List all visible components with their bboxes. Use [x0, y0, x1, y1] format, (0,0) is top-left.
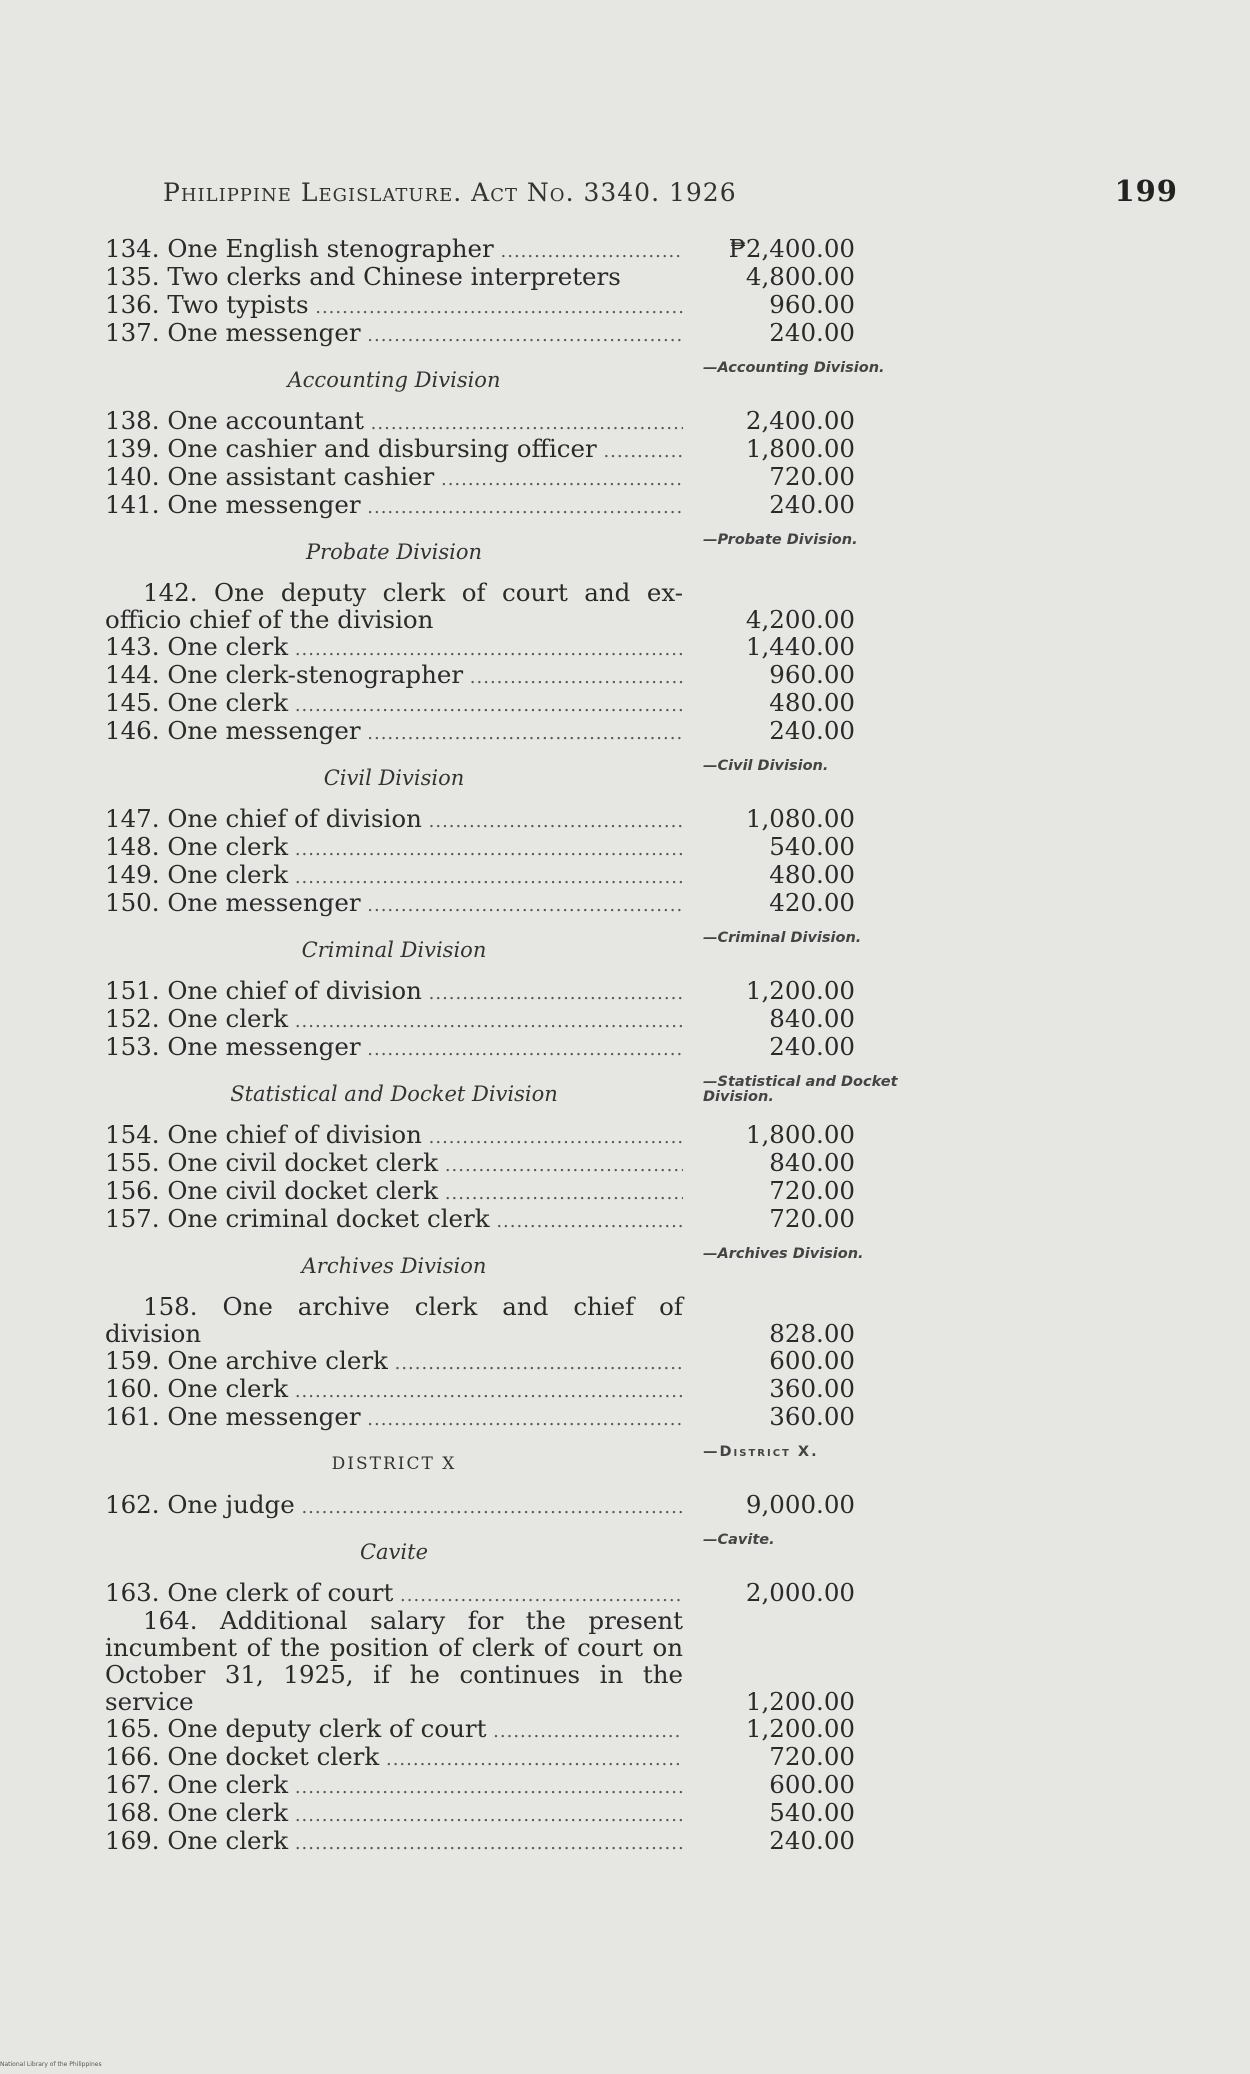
item-label: 162. One judge ..... [105, 1491, 683, 1522]
item-label: 156. One civil docket clerk ..... [105, 1177, 683, 1208]
line-item [105, 1578, 855, 1607]
item-amount: 1,200.00 [745, 976, 855, 1005]
item-amount: 960.00 [769, 660, 855, 689]
item-amount: 480.00 [769, 688, 855, 717]
item-amount: 240.00 [769, 716, 855, 745]
page-header [163, 172, 1178, 212]
line-item [105, 860, 855, 889]
line-item [105, 1826, 855, 1855]
line-item [105, 1374, 855, 1403]
item-label: 164. Additional salary for the present incumbent of the position of clerk of court on October 31, 1925, if he continues in the service [105, 1606, 683, 1716]
line-item [105, 1714, 855, 1743]
item-label: 155. One civil docket clerk ..... [105, 1149, 683, 1180]
item-amount: 600.00 [769, 1770, 855, 1799]
item-amount: 240.00 [769, 318, 855, 347]
line-item [105, 1798, 855, 1827]
margin-note: —Statistical and Docket Division. [703, 1074, 898, 1105]
line-item [105, 434, 855, 463]
footer-credit: National Library of the Philippines [0, 2061, 102, 2068]
item-amount: 360.00 [769, 1374, 855, 1403]
line-item [105, 234, 855, 263]
item-amount: 240.00 [769, 490, 855, 519]
item-amount: 840.00 [769, 1148, 855, 1177]
item-amount: 840.00 [769, 1004, 855, 1033]
line-item [105, 688, 855, 717]
section-heading: Statistical and Docket Division —Statistical and Docket Division. [230, 1074, 898, 1106]
line-item [105, 1204, 855, 1233]
margin-note: —Criminal Division. [703, 930, 862, 946]
item-label: 147. One chief of division ..... [105, 805, 683, 836]
item-label: 148. One clerk ..... [105, 833, 683, 864]
section-heading: Probate Division —Probate Division. [105, 537, 683, 567]
item-label: 138. One accountant ..... [105, 407, 683, 438]
item-label: 167. One clerk ..... [105, 1771, 683, 1802]
item-label: 143. One clerk ..... [105, 633, 683, 664]
item-amount: 480.00 [769, 860, 855, 889]
item-amount: 1,800.00 [745, 1120, 855, 1149]
item-label: 168. One clerk ..... [105, 1799, 683, 1830]
appropriation-entries [105, 234, 898, 1855]
item-amount: 1,800.00 [745, 434, 855, 463]
line-item [105, 716, 855, 745]
item-label: 150. One messenger ..... [105, 889, 683, 920]
line-item [105, 290, 855, 319]
line-item [105, 888, 855, 917]
section-heading: Archives Division —Archives Division. [105, 1251, 683, 1281]
item-amount: 4,200.00 [745, 605, 855, 634]
item-label: 157. One criminal docket clerk ..... [105, 1205, 683, 1236]
line-item [105, 1120, 855, 1149]
multiline-item [105, 578, 855, 634]
item-label: 145. One clerk ..... [105, 689, 683, 720]
page-number: 199 [1114, 174, 1178, 208]
item-label: 159. One archive clerk ..... [105, 1347, 683, 1378]
item-amount: 240.00 [769, 1826, 855, 1855]
line-item [105, 1742, 855, 1771]
section-heading: DISTRICT X —District X. [105, 1449, 683, 1479]
item-label: 136. Two typists ..... [105, 291, 683, 322]
item-label: 158. One archive clerk and chief of division [105, 1292, 683, 1348]
item-amount: 960.00 [769, 290, 855, 319]
line-item [105, 1176, 855, 1205]
item-amount: ₱2,400.00 [728, 234, 855, 263]
item-amount: 240.00 [769, 1032, 855, 1061]
item-label: 169. One clerk ..... [105, 1827, 683, 1858]
margin-note: —Cavite. [703, 1532, 775, 1548]
item-amount: 600.00 [769, 1346, 855, 1375]
line-item [105, 1032, 855, 1061]
section-heading: Criminal Division —Criminal Division. [105, 935, 683, 965]
section-heading: Civil Division —Civil Division. [105, 763, 683, 793]
line-item [105, 1346, 855, 1375]
item-amount: 2,000.00 [745, 1578, 855, 1607]
item-amount: 720.00 [769, 1742, 855, 1771]
item-label: 151. One chief of division ..... [105, 977, 683, 1008]
item-amount: 420.00 [769, 888, 855, 917]
line-item [105, 462, 855, 491]
section-heading: Cavite —Cavite. [105, 1537, 683, 1567]
item-amount: 720.00 [769, 1176, 855, 1205]
margin-note: —District X. [703, 1444, 819, 1460]
item-label: 140. One assistant cashier ..... [105, 463, 683, 494]
line-item [105, 976, 855, 1005]
multiline-item [105, 1606, 855, 1716]
item-amount: 4,800.00 [745, 262, 855, 291]
line-item [105, 832, 855, 861]
item-amount: 828.00 [769, 1319, 855, 1348]
item-amount: 9,000.00 [745, 1490, 855, 1519]
line-item [105, 660, 855, 689]
line-item [105, 1004, 855, 1033]
item-amount: 1,440.00 [745, 632, 855, 661]
margin-note: —Accounting Division. [703, 360, 885, 376]
item-label: 154. One chief of division ..... [105, 1121, 683, 1152]
item-amount: 360.00 [769, 1402, 855, 1431]
item-label: 144. One clerk-stenographer ..... [105, 661, 683, 692]
item-amount: 1,200.00 [745, 1714, 855, 1743]
item-label: 146. One messenger ..... [105, 717, 683, 748]
section-heading: Accounting Division —Accounting Division. [105, 365, 683, 395]
item-label: 149. One clerk ..... [105, 861, 683, 892]
line-item [105, 632, 855, 661]
item-label: 134. One English stenographer ..... [105, 235, 683, 266]
item-label: 139. One cashier and disbursing officer ..... [105, 435, 683, 466]
item-label: 163. One clerk of court ..... [105, 1579, 683, 1610]
item-label: 166. One docket clerk ..... [105, 1743, 683, 1774]
line-item [105, 1490, 855, 1519]
item-label: 135. Two clerks and Chinese interpreters [105, 263, 621, 291]
margin-note: —Civil Division. [703, 758, 829, 774]
item-amount: 540.00 [769, 832, 855, 861]
line-item [105, 318, 855, 347]
line-item [105, 490, 855, 519]
item-amount: 720.00 [769, 1204, 855, 1233]
item-amount: 1,080.00 [745, 804, 855, 833]
item-label: 161. One messenger ..... [105, 1403, 683, 1434]
item-label: 137. One messenger ..... [105, 319, 683, 350]
margin-note: —Archives Division. [703, 1246, 864, 1262]
item-label: 142. One deputy clerk of court and ex-officio chief of the division [105, 578, 683, 634]
line-item [105, 262, 855, 291]
multiline-item [105, 1292, 855, 1348]
item-label: 141. One messenger ..... [105, 491, 683, 522]
line-item [105, 406, 855, 435]
item-amount: 2,400.00 [745, 406, 855, 435]
line-item [105, 804, 855, 833]
item-label: 152. One clerk ..... [105, 1005, 683, 1036]
line-item [105, 1770, 855, 1799]
item-label: 153. One messenger ..... [105, 1033, 683, 1064]
line-item [105, 1148, 855, 1177]
line-item [105, 1402, 855, 1431]
item-label: 165. One deputy clerk of court ..... [105, 1715, 683, 1746]
item-amount: 540.00 [769, 1798, 855, 1827]
running-title: Philippine Legislature. Act No. 3340. 1926 [163, 178, 737, 207]
item-amount: 1,200.00 [745, 1687, 855, 1716]
margin-note: —Probate Division. [703, 532, 858, 548]
item-amount: 720.00 [769, 462, 855, 491]
item-label: 160. One clerk ..... [105, 1375, 683, 1406]
